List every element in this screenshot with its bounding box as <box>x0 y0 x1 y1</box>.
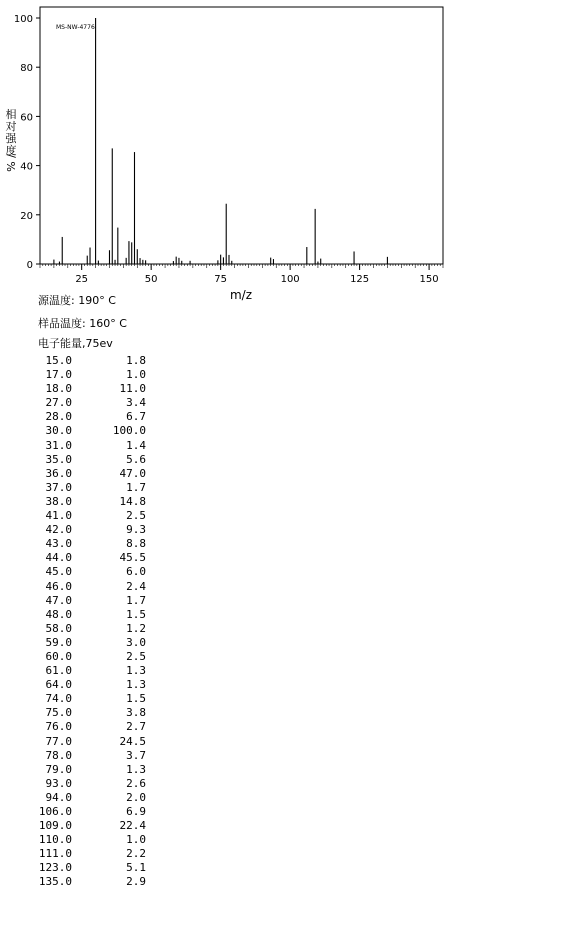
y-tick-label: 20 <box>20 210 33 222</box>
peak-intensity: 1.0 <box>126 368 146 382</box>
peak-intensity: 2.9 <box>126 875 146 889</box>
peak-mz: 77.0 <box>45 734 72 748</box>
peak-table-row <box>34 650 146 664</box>
peak-mz: 36.0 <box>45 466 72 480</box>
y-tick-label: 100 <box>13 14 33 25</box>
peak-intensity: 14.8 <box>119 494 146 508</box>
peak-mz: 123.0 <box>38 861 72 875</box>
peak-intensity: 8.8 <box>126 537 146 551</box>
peak-table-row <box>34 664 146 678</box>
peak-mz: 58.0 <box>45 621 72 635</box>
y-tick-label: 40 <box>20 161 33 173</box>
peak-intensity: 1.4 <box>126 438 146 452</box>
peak-intensity: 1.3 <box>126 678 146 692</box>
peak-intensity: 1.2 <box>126 621 146 635</box>
peak-mz: 74.0 <box>45 692 72 706</box>
peak-intensity: 1.5 <box>126 607 146 621</box>
y-axis-title-char: 相 <box>5 108 17 121</box>
x-tick-label: 100 <box>280 274 300 285</box>
peak-table-row <box>34 453 146 467</box>
mass-spectrum-chart <box>0 0 570 310</box>
peak-mz: 111.0 <box>38 847 72 861</box>
x-tick-label: 50 <box>144 274 158 285</box>
peak-table-row <box>34 791 146 805</box>
x-tick-label: 150 <box>419 274 439 285</box>
y-axis-ticks <box>14 14 40 271</box>
peak-mz: 64.0 <box>45 678 72 692</box>
peak-intensity: 2.4 <box>126 579 146 593</box>
peak-intensity: 6.9 <box>126 805 146 818</box>
peak-table-row <box>34 692 146 706</box>
peak-intensity: 1.3 <box>126 762 146 776</box>
peak-intensity: 9.3 <box>126 523 146 537</box>
y-tick-label: 60 <box>20 112 33 124</box>
peak-intensity: 6.0 <box>126 565 146 579</box>
y-axis-title-char: 对 <box>5 120 17 133</box>
peak-table-row <box>34 777 146 791</box>
sample-id: MS-NW-4776 <box>56 24 95 31</box>
peak-mz: 18.0 <box>45 382 72 396</box>
peak-table-row <box>34 706 146 720</box>
peak-intensity: 2.7 <box>126 720 146 734</box>
peak-intensity: 2.5 <box>126 509 146 523</box>
peak-table-row <box>34 861 146 875</box>
peak-table-row <box>34 636 146 650</box>
peak-intensity: 3.0 <box>126 635 146 649</box>
peak-mz: 76.0 <box>45 720 72 734</box>
peak-intensity: 1.3 <box>126 664 146 678</box>
peak-table-row <box>34 819 146 833</box>
peak-intensity: 100.0 <box>112 424 146 438</box>
peak-mz: 135.0 <box>38 875 72 889</box>
peak-mz: 78.0 <box>45 748 72 762</box>
peak-table-row <box>34 763 146 777</box>
peak-table-row <box>34 495 146 509</box>
y-tick-label: 0 <box>26 260 33 271</box>
y-axis-title-char: 强 <box>5 132 17 145</box>
peak-intensity: 5.1 <box>126 861 146 875</box>
peak-mz: 35.0 <box>45 452 72 466</box>
spectrum-peaks <box>54 18 388 264</box>
peak-mz: 93.0 <box>45 776 72 790</box>
peak-table-row <box>34 622 146 636</box>
peak-mz: 60.0 <box>45 649 72 663</box>
peak-mz: 48.0 <box>45 607 72 621</box>
peak-mz: 110.0 <box>38 833 72 847</box>
peak-table-row <box>34 875 146 889</box>
x-axis-ticks <box>75 264 438 285</box>
y-axis-title-char: 度 <box>5 144 17 157</box>
peak-intensity: 24.5 <box>119 734 146 748</box>
y-axis-title <box>5 107 18 172</box>
peak-table-row <box>34 354 146 368</box>
peak-mz: 59.0 <box>45 635 72 649</box>
peak-table-row <box>34 537 146 551</box>
plot-frame <box>40 7 443 264</box>
peak-mz: 61.0 <box>45 664 72 678</box>
peak-intensity: 22.4 <box>119 819 146 833</box>
peak-intensity: 1.7 <box>126 593 146 607</box>
peak-table-row <box>34 410 146 424</box>
peak-mz: 45.0 <box>45 565 72 579</box>
x-axis-title: m/z <box>229 288 253 302</box>
peak-intensity: 3.7 <box>126 748 146 762</box>
peak-intensity: 1.5 <box>126 692 146 706</box>
x-axis-minor-ticks <box>40 264 443 268</box>
peak-mz: 75.0 <box>45 706 72 720</box>
peak-table-row <box>34 396 146 410</box>
peak-mz: 79.0 <box>45 762 72 776</box>
peak-mz: 17.0 <box>45 368 72 382</box>
peak-table-row <box>34 551 146 565</box>
y-axis-title-char: % / <box>5 154 18 172</box>
peak-mz: 94.0 <box>45 790 72 804</box>
peak-intensity: 3.4 <box>126 396 146 410</box>
source-temperature: 源温度: 190° C <box>38 294 116 307</box>
peak-mz: 38.0 <box>45 494 72 508</box>
peak-table-row <box>34 382 146 396</box>
peak-mz: 42.0 <box>45 523 72 537</box>
peak-intensity: 2.5 <box>126 649 146 663</box>
x-tick-label: 25 <box>75 274 89 285</box>
peak-intensity: 6.7 <box>126 410 146 424</box>
peak-mz: 109.0 <box>38 819 72 833</box>
peak-mz: 46.0 <box>45 579 72 593</box>
x-tick-label: 75 <box>214 274 228 285</box>
peak-table <box>34 354 146 890</box>
peak-table-row <box>34 481 146 495</box>
peak-intensity: 2.0 <box>126 790 146 804</box>
peak-intensity: 1.7 <box>126 480 146 494</box>
peak-intensity: 3.8 <box>126 706 146 720</box>
peak-mz: 37.0 <box>45 480 72 494</box>
peak-intensity: 1.0 <box>126 833 146 847</box>
peak-intensity: 2.6 <box>126 776 146 790</box>
peak-mz: 106.0 <box>38 805 72 818</box>
peak-table-row <box>34 565 146 579</box>
peak-table-row <box>34 805 146 819</box>
peak-mz: 47.0 <box>45 593 72 607</box>
peak-mz: 41.0 <box>45 509 72 523</box>
peak-mz: 31.0 <box>45 438 72 452</box>
peak-table-row <box>34 594 146 608</box>
peak-table-row <box>34 523 146 537</box>
peak-table-row <box>34 509 146 523</box>
y-tick-label: 80 <box>20 63 33 75</box>
peak-intensity: 1.8 <box>126 354 146 367</box>
peak-table-row <box>34 720 146 734</box>
peak-table-row <box>34 424 146 438</box>
peak-intensity: 47.0 <box>119 466 146 480</box>
peak-table-row <box>34 580 146 594</box>
sample-temperature: 样品温度: 160° C <box>38 317 127 330</box>
peak-intensity: 2.2 <box>126 847 146 861</box>
peak-intensity: 45.5 <box>119 551 146 565</box>
peak-table-row <box>34 749 146 763</box>
peak-table-row <box>34 833 146 847</box>
peak-mz: 28.0 <box>45 410 72 424</box>
electron-energy: 电子能量,75ev <box>38 337 113 350</box>
peak-intensity: 5.6 <box>126 452 146 466</box>
peak-table-row <box>34 735 146 749</box>
peak-intensity: 11.0 <box>119 382 146 396</box>
peak-table-row <box>34 678 146 692</box>
x-tick-label: 125 <box>350 274 370 285</box>
peak-table-row <box>34 608 146 622</box>
peak-mz: 15.0 <box>45 354 72 367</box>
peak-table-row <box>34 467 146 481</box>
peak-mz: 30.0 <box>45 424 72 438</box>
peak-table-row <box>34 368 146 382</box>
peak-mz: 43.0 <box>45 537 72 551</box>
peak-table-row <box>34 439 146 453</box>
peak-table-row <box>34 847 146 861</box>
peak-mz: 44.0 <box>45 551 72 565</box>
peak-mz: 27.0 <box>45 396 72 410</box>
